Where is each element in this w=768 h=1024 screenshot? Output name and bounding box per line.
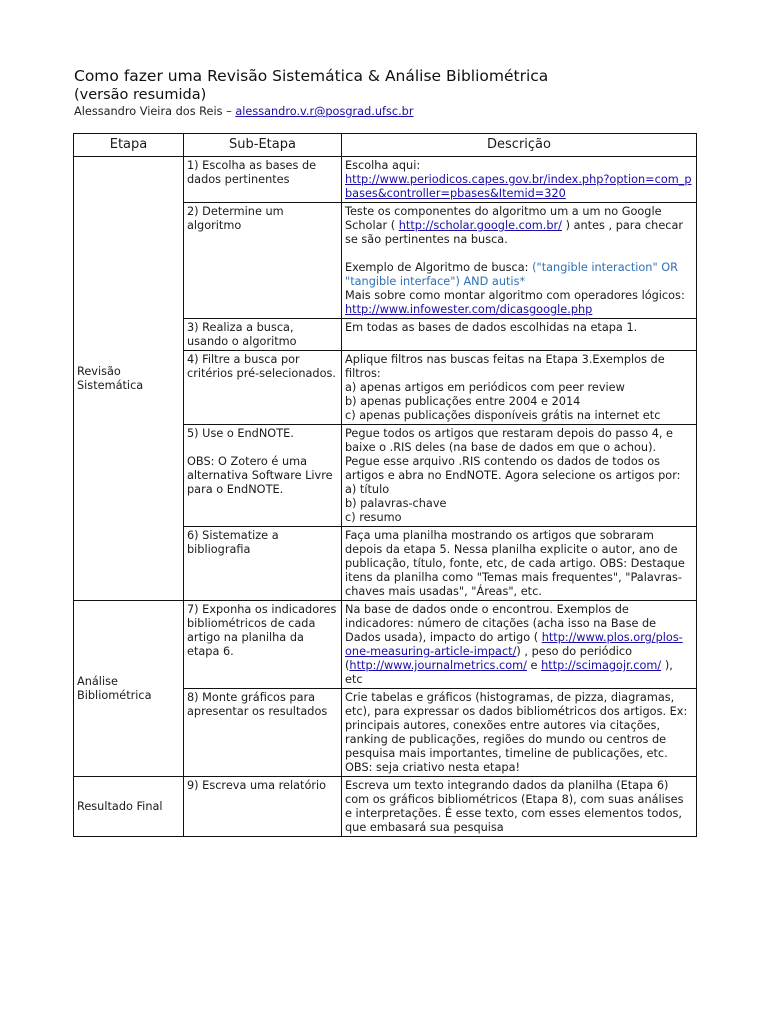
group-revisao-sistematica: Revisão Sistemática: [74, 157, 184, 601]
sub-etapa-cell: 9) Escreva uma relatório: [184, 777, 342, 837]
capes-link[interactable]: http://www.periodicos.capes.gov.br/index.php?option=com_pbases&controller=pbases&Itemid=320: [345, 173, 692, 200]
descricao-cell: Faça uma planilha mostrando os artigos que sobraram depois da etapa 5. Nessa planilha explicite o autor, ano de publicação, título, fonte, etc, de cada artigo. OBS: Destaque itens da planilha como "Temas mais frequentes", "Palavras-chaves mais usadas", "Áreas", etc.: [342, 527, 697, 601]
header-etapa: Etapa: [74, 134, 184, 157]
filter-item: a) apenas artigos em periódicos com peer review: [345, 381, 625, 394]
sub-etapa-cell: 2) Determine um algoritmo: [184, 203, 342, 319]
filter-item: c) apenas publicações disponíveis grátis na internet etc: [345, 409, 661, 422]
sub-etapa-cell: 8) Monte gráficos para apresentar os resultados: [184, 689, 342, 777]
scholar-link[interactable]: http://scholar.google.com.br/: [398, 219, 562, 232]
descricao-cell: Escreva um texto integrando dados da planilha (Etapa 6) com os gráficos bibliométricos (Etapa 8), com suas análises e interpretações. É esse texto, com esses elementos todos, que embasará sua pesquisa: [342, 777, 697, 837]
table-row: [74, 777, 697, 837]
descricao-cell: [342, 601, 697, 689]
sub-etapa-cell: 3) Realiza a busca, usando o algoritmo: [184, 319, 342, 351]
descricao-cell: Crie tabelas e gráficos (histogramas, de pizza, diagramas, etc), para expressar os dados bibliométricos dos artigos. Ex: principais autores, conexões entre autores via citações, ranking de publicações, regiões do mundo ou centros de pesquisa mais importantes, timeline de publicações, etc. OBS: seja criativo nesta etapa!: [342, 689, 697, 777]
table-row: [74, 601, 697, 689]
descricao-cell: [342, 425, 697, 527]
filter-item: b) apenas publicações entre 2004 e 2014: [345, 395, 581, 408]
desc-text: Aplique filtros nas buscas feitas na Etapa 3.Exemplos de filtros:: [345, 353, 665, 380]
group-resultado-final: Resultado Final: [74, 777, 184, 837]
page-bottom-margin: [0, 934, 768, 1024]
sub-etapa-cell: [184, 425, 342, 527]
desc-text: Exemplo de Algoritmo de busca:: [345, 261, 533, 274]
table-row: [74, 157, 697, 203]
sub-etapa-text: 5) Use o EndNOTE.: [187, 427, 294, 440]
sub-etapa-note: OBS: O Zotero é uma alternativa Software Livre para o EndNOTE.: [187, 455, 333, 496]
desc-text: ), etc: [345, 659, 673, 686]
sub-etapa-cell: 4) Filtre a busca por critérios pré-selecionados.: [184, 351, 342, 425]
sub-etapa-cell: 7) Exponha os indicadores bibliométricos de cada artigo na planilha da etapa 6.: [184, 601, 342, 689]
table-header-row: [74, 134, 697, 157]
document-subtitle: (versão resumida): [74, 87, 207, 103]
desc-text: Pegue todos os artigos que restaram depois do passo 4, e baixe o .RIS deles (na base de dados em que o achou). Pegue esse arquivo .RIS contendo os dados de todos os artigos e abra no EndNOTE. Agora selecione os artigos por:: [345, 427, 681, 482]
desc-text: ) antes , para checar se são pertinentes na busca.: [345, 219, 684, 246]
infowester-link[interactable]: http://www.infowester.com/dicasgoogle.php: [345, 303, 593, 316]
descricao-cell: Em todas as bases de dados escolhidas na etapa 1.: [342, 319, 697, 351]
algorithm-example: ("tangible interaction" OR "tangible interface") AND autis*: [345, 261, 678, 288]
desc-text: Mais sobre como montar algoritmo com operadores lógicos:: [345, 289, 685, 302]
author-email-link[interactable]: alessandro.v.r@posgrad.ufsc.br: [235, 105, 414, 118]
desc-text: Na base de dados onde o encontrou. Exemplos de indicadores: número de citações (acha isso na Base de Dados usada), impacto do artigo (: [345, 603, 657, 644]
sub-etapa-cell: 6) Sistematize a bibliografia: [184, 527, 342, 601]
group-analise-bibliometrica: Análise Bibliométrica: [74, 601, 184, 777]
descricao-cell: [342, 157, 697, 203]
header-descricao: Descrição: [342, 134, 697, 157]
steps-table: [73, 133, 697, 837]
select-item: c) resumo: [345, 511, 402, 524]
select-item: a) título: [345, 483, 390, 496]
select-item: b) palavras-chave: [345, 497, 447, 510]
journalmetrics-link[interactable]: http://www.journalmetrics.com/: [349, 659, 527, 672]
scimagojr-link[interactable]: http://scimagojr.com/: [541, 659, 662, 672]
sub-etapa-cell: 1) Escolha as bases de dados pertinentes: [184, 157, 342, 203]
document-header: [74, 66, 704, 120]
author-line: [74, 104, 704, 120]
author-name: Alessandro Vieira dos Reis –: [74, 105, 236, 118]
document-title: Como fazer uma Revisão Sistemática & Análise Bibliométrica: [74, 67, 549, 85]
desc-text: Teste os componentes do algoritmo um a um no Google Scholar (: [345, 205, 662, 232]
plos-link[interactable]: http://www.plos.org/plos-one-measuring-article-impact/: [345, 631, 683, 658]
descricao-cell: [342, 351, 697, 425]
desc-text: Escolha aqui:: [345, 159, 421, 172]
desc-text: ) , peso do periódico (: [345, 645, 633, 672]
desc-text: e: [526, 659, 542, 672]
header-sub-etapa: Sub-Etapa: [184, 134, 342, 157]
descricao-cell: [342, 203, 697, 319]
